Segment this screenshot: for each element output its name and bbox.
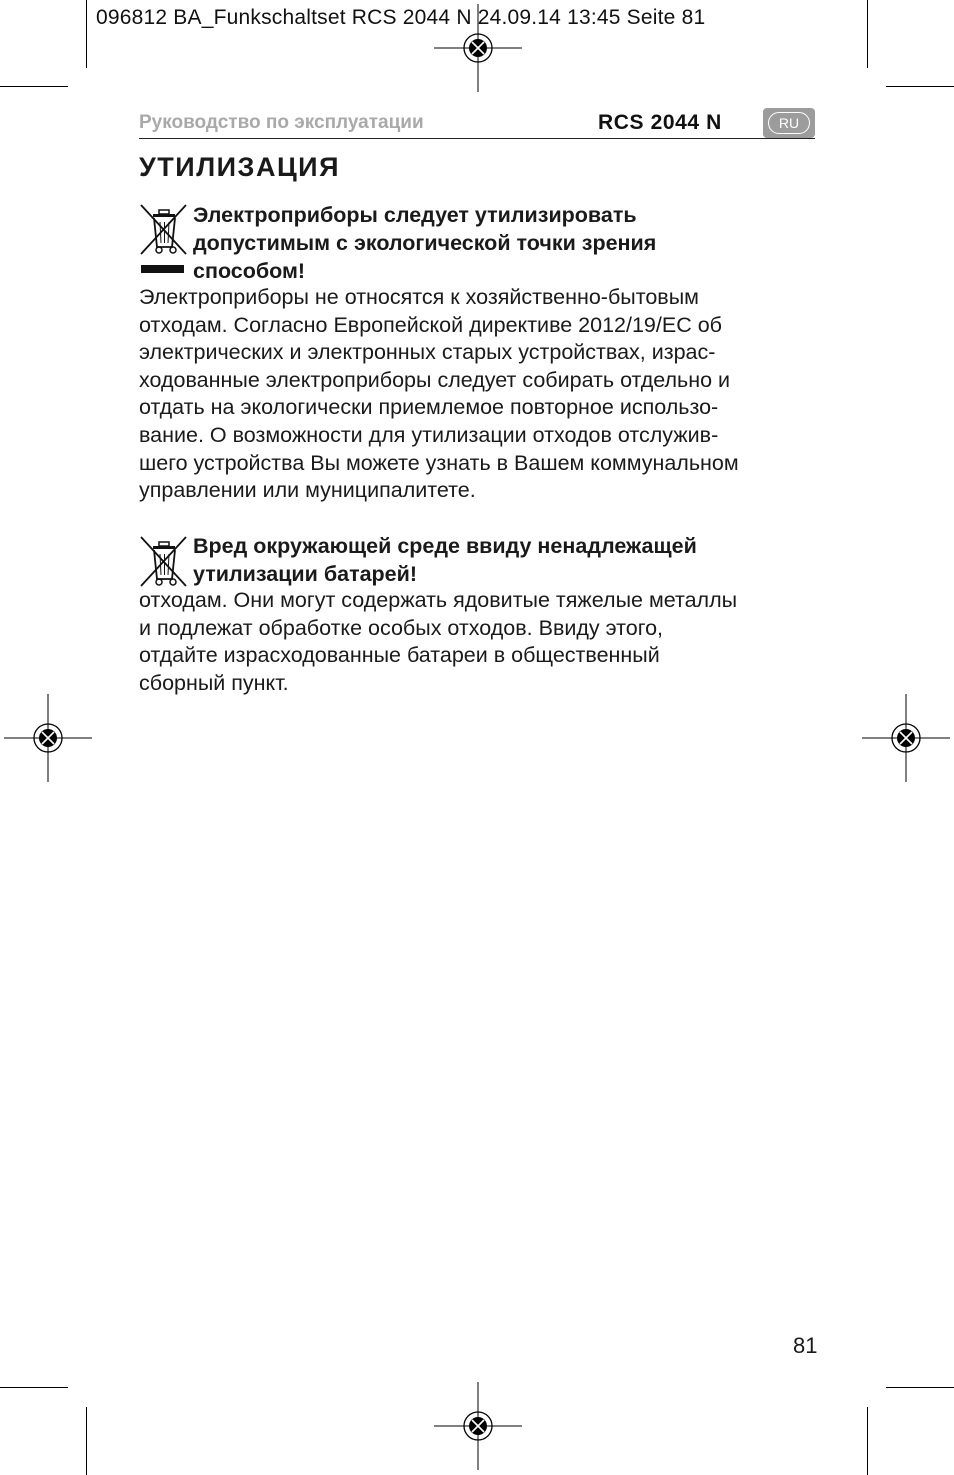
body-paragraph <box>139 587 829 697</box>
text-line: Электроприборы не относятся к хозяйственно-бытовым <box>139 285 699 309</box>
registration-mark-icon <box>4 694 92 782</box>
block-heading <box>193 532 697 588</box>
page-number: 81 <box>793 1333 818 1358</box>
crop-mark <box>86 0 87 68</box>
running-header-model: RCS 2044 N <box>598 111 722 134</box>
registration-mark-icon <box>862 694 950 782</box>
text-line: управлении или муниципалитете. <box>139 478 476 503</box>
heading-line: допустимым с экологической точки зрения <box>193 231 657 255</box>
body-paragraph <box>139 284 829 505</box>
heading-line: утилизации батарей! <box>193 562 418 586</box>
crop-mark <box>867 0 868 68</box>
crop-mark <box>0 86 68 87</box>
text-line: отдать на экологически приемлемое повторное использо- <box>139 395 719 420</box>
block-heading <box>193 201 656 285</box>
print-slug: 096812 BA_Funkschaltset RCS 2044 N 24.09.14 13:45 Seite 81 <box>96 6 706 29</box>
crop-mark <box>86 1407 87 1475</box>
text-line: отдайте израсходованные батареи в общественный <box>139 643 660 668</box>
separate-collection-bar <box>141 265 184 273</box>
text-line: и подлежат обработке особых отходов. Ввиду этого, <box>139 615 664 640</box>
text-line: сборный пункт. <box>139 670 289 695</box>
crop-mark <box>886 1387 954 1388</box>
registration-mark-icon <box>434 1382 522 1470</box>
running-header-section: Руководство по эксплуатации <box>139 112 424 133</box>
heading-line: Вред окружающей среде ввиду ненадлежащей <box>193 534 697 558</box>
crossed-out-bin-icon <box>139 535 188 588</box>
text-line: шего устройства Вы можете узнать в Вашем коммунальном <box>139 450 739 475</box>
page-title: УТИЛИЗАЦИЯ <box>139 152 340 182</box>
language-badge-label: RU <box>768 112 810 134</box>
header-rule <box>139 138 815 139</box>
text-line: отходам. Они могут содержать ядовитые тяжелые металлы <box>139 588 738 612</box>
heading-line: Электроприборы следует утилизировать <box>193 203 637 227</box>
text-line: вание. О возможности для утилизации отходов отслужив- <box>139 422 719 447</box>
crop-mark <box>886 86 954 87</box>
heading-line: способом! <box>193 259 306 283</box>
language-badge <box>763 108 815 138</box>
registration-mark-icon <box>434 4 522 92</box>
text-line: ходованные электроприборы следует собирать отдельно и <box>139 367 731 392</box>
text-line: электрических и электронных старых устройствах, израс- <box>139 340 716 365</box>
crossed-out-bin-icon <box>139 203 188 256</box>
crop-mark <box>867 1407 868 1475</box>
text-line: отходам. Согласно Европейской директиве 2012/19/ЕС об <box>139 312 722 337</box>
crop-mark <box>0 1387 68 1388</box>
